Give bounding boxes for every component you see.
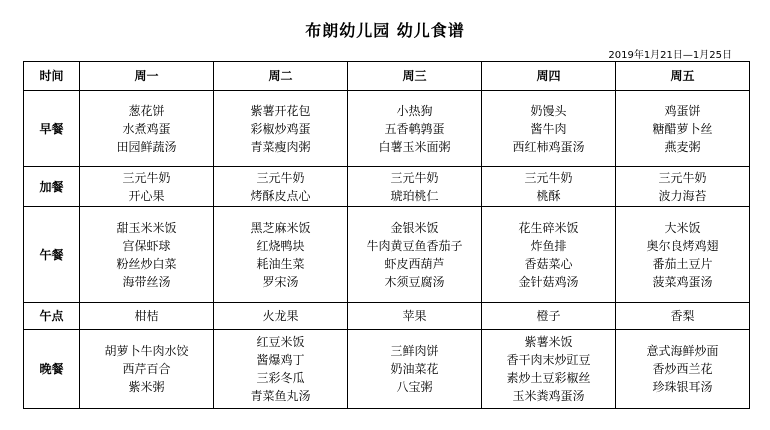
dish-item: 甜玉米米饭	[116, 220, 177, 235]
dish-item: 牛肉黄豆鱼香茄子	[366, 238, 463, 253]
dish-item: 金针菇鸡汤	[518, 274, 579, 289]
header-row	[24, 62, 750, 91]
dish-item: 三元牛奶	[256, 170, 305, 185]
dish-item: 大米饭	[664, 220, 701, 235]
meal-row	[24, 330, 750, 409]
dish-item: 紫薯开花包	[250, 103, 311, 118]
menu-cell-wed	[348, 167, 482, 207]
dish-item: 水煮鸡蛋	[122, 121, 171, 136]
dish-item: 香梨	[670, 309, 695, 323]
dish-item: 波力海苔	[658, 188, 707, 203]
menu-cell-fri	[616, 330, 750, 409]
dish-item: 青菜瘦肉粥	[250, 139, 311, 154]
dish-item: 西芹百合	[122, 362, 171, 376]
menu-cell-wed	[348, 303, 482, 330]
menu-cell-wed	[348, 91, 482, 167]
menu-cell-thu	[482, 330, 616, 409]
dish-item: 红烧鸭块	[256, 238, 305, 253]
dish-item: 燕麦粥	[664, 139, 701, 154]
meal-label: 晚餐	[24, 330, 80, 409]
dish-item: 三元牛奶	[658, 170, 707, 185]
menu-cell-thu	[482, 207, 616, 303]
menu-cell-fri	[616, 167, 750, 207]
dish-item: 香干肉末炒豇豆	[506, 353, 591, 367]
dish-item: 橙子	[536, 309, 561, 323]
menu-cell-mon	[80, 330, 214, 409]
dish-item: 三元牛奶	[524, 170, 573, 185]
menu-cell-fri	[616, 91, 750, 167]
dish-item: 彩椒炒鸡蛋	[250, 121, 311, 136]
dish-item: 三鲜肉饼	[390, 344, 439, 358]
header-day-mon: 周一	[80, 62, 214, 91]
dish-item: 意式海鲜炒面	[646, 344, 719, 358]
dish-item: 葱花饼	[128, 103, 165, 118]
dish-item: 玉米粪鸡蛋汤	[512, 389, 585, 403]
dish-item: 黑芝麻米饭	[250, 220, 311, 235]
menu-cell-thu	[482, 167, 616, 207]
date-range: 2019年1月21日—1月25日	[608, 50, 732, 61]
dish-item: 三元牛奶	[122, 170, 171, 185]
dish-item: 素炒土豆彩椒丝	[506, 371, 591, 385]
dish-item: 胡萝卜牛肉水饺	[104, 344, 189, 358]
dish-item: 琥珀桃仁	[390, 188, 439, 203]
dish-item: 奶馒头	[530, 103, 567, 118]
dish-item: 奶油菜花	[390, 362, 439, 376]
dish-item: 鸡蛋饼	[664, 103, 701, 118]
dish-item: 火龙果	[262, 309, 299, 323]
menu-cell-mon	[80, 207, 214, 303]
dish-item: 桃酥	[536, 188, 561, 203]
dish-item: 青菜鱼丸汤	[250, 389, 311, 403]
dish-item: 糖醋萝卜丝	[652, 121, 713, 136]
dish-item: 珍珠银耳汤	[652, 380, 713, 394]
dish-item: 红豆米饭	[256, 335, 305, 349]
dish-item: 烤酥皮点心	[250, 188, 311, 203]
menu-cell-thu	[482, 91, 616, 167]
menu-cell-wed	[348, 330, 482, 409]
menu-cell-mon	[80, 91, 214, 167]
dish-item: 海带丝汤	[122, 274, 171, 289]
dish-item: 酱爆鸡丁	[256, 353, 305, 367]
dish-item: 奥尔良烤鸡翅	[646, 238, 719, 253]
dish-item: 紫米粥	[128, 380, 165, 394]
menu-cell-tue	[214, 207, 348, 303]
menu-cell-fri	[616, 303, 750, 330]
dish-item: 苹果	[402, 309, 427, 323]
dish-item: 白薯玉米面粥	[378, 139, 451, 154]
dish-item: 炸鱼排	[530, 238, 567, 253]
dish-item: 酱牛肉	[530, 121, 567, 136]
menu-table	[23, 61, 750, 409]
meal-label: 早餐	[24, 91, 80, 167]
menu-cell-fri	[616, 207, 750, 303]
dish-item: 宫保虾球	[122, 238, 171, 253]
meal-label: 加餐	[24, 167, 80, 207]
dish-item: 菠菜鸡蛋汤	[652, 274, 713, 289]
meal-label: 午点	[24, 303, 80, 330]
dish-item: 香菇菜心	[524, 256, 573, 271]
meal-row	[24, 167, 750, 207]
dish-item: 小热狗	[396, 103, 433, 118]
dish-item: 西红柿鸡蛋汤	[512, 139, 585, 154]
menu-body	[24, 91, 750, 409]
menu-cell-tue	[214, 91, 348, 167]
dish-item: 开心果	[128, 188, 165, 203]
dish-item: 罗宋汤	[262, 274, 299, 289]
menu-cell-mon	[80, 167, 214, 207]
menu-cell-wed	[348, 207, 482, 303]
page-title: 布朗幼儿园 幼儿食谱	[305, 21, 465, 40]
dish-item: 三彩冬瓜	[256, 371, 305, 385]
dish-item: 五香鹌鹑蛋	[384, 121, 445, 136]
menu-cell-tue	[214, 167, 348, 207]
dish-item: 花生碎米饭	[518, 220, 579, 235]
dish-item: 八宝粥	[396, 380, 433, 394]
dish-item: 番茄土豆片	[652, 256, 713, 271]
header-day-wed: 周三	[348, 62, 482, 91]
menu-cell-thu	[482, 303, 616, 330]
meal-label: 午餐	[24, 207, 80, 303]
menu-cell-tue	[214, 330, 348, 409]
header-day-fri: 周五	[616, 62, 750, 91]
meal-row	[24, 207, 750, 303]
dish-item: 田园鲜蔬汤	[116, 139, 177, 154]
header-day-thu: 周四	[482, 62, 616, 91]
menu-cell-tue	[214, 303, 348, 330]
dish-item: 耗油生菜	[256, 256, 305, 271]
meal-row	[24, 303, 750, 330]
dish-item: 香炒西兰花	[652, 362, 713, 376]
dish-item: 粉丝炒白菜	[116, 256, 177, 271]
header-day-tue: 周二	[214, 62, 348, 91]
header-time: 时间	[24, 62, 80, 91]
dish-item: 木须豆腐汤	[384, 274, 445, 289]
menu-cell-mon	[80, 303, 214, 330]
meal-row	[24, 91, 750, 167]
dish-item: 三元牛奶	[390, 170, 439, 185]
dish-item: 柑桔	[134, 309, 159, 323]
dish-item: 紫薯米饭	[524, 335, 573, 349]
dish-item: 金银米饭	[390, 220, 439, 235]
dish-item: 虾皮西葫芦	[384, 256, 445, 271]
